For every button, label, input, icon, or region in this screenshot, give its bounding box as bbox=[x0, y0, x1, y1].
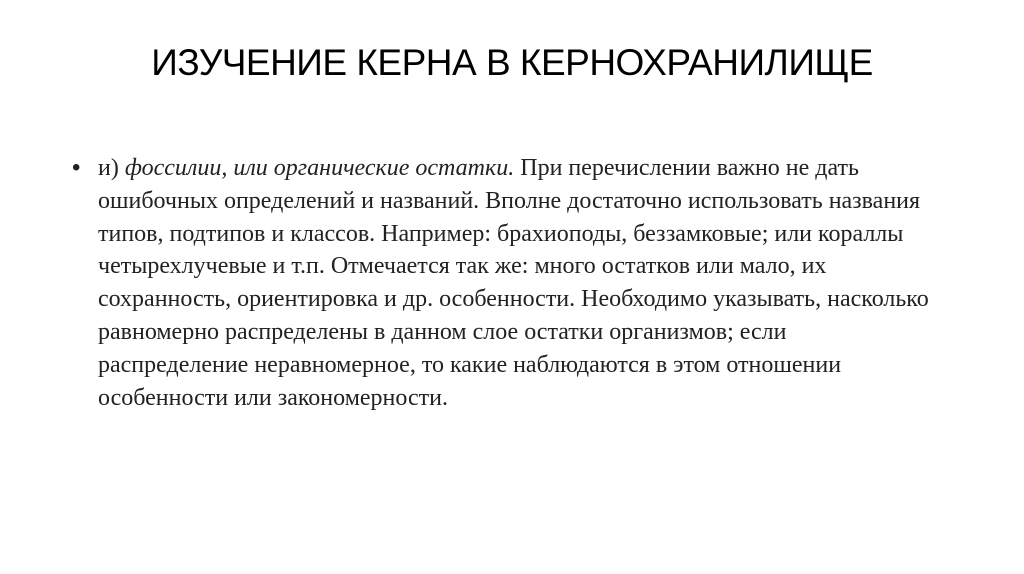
slide-title: ИЗУЧЕНИЕ КЕРНА В КЕРНОХРАНИЛИЩЕ bbox=[151, 42, 873, 83]
paragraph-prefix: и) bbox=[98, 155, 125, 181]
paragraph-text: При перечислении важно не дать ошибочных определений и названий. Вполне достаточно использовать названия типов, подтипов и классов. Например: брахиоподы, беззамковые; или кораллы четырехлучевые и т.п. Отмечается так же: много остатков или мало, их сохранность, ориентировка и др. особенности. Необходимо указывать, насколько равномерно распределены в данном слое остатки организмов; если распределение неравномерное, то какие наблюдаются в этом отношении особенности или закономерности. bbox=[98, 155, 929, 411]
bullet-list bbox=[72, 152, 932, 414]
bullet-marker: • bbox=[72, 154, 81, 181]
paragraph-italic-term: фоссилии, или органические остатки. bbox=[124, 155, 515, 181]
bullet-item bbox=[72, 152, 932, 414]
